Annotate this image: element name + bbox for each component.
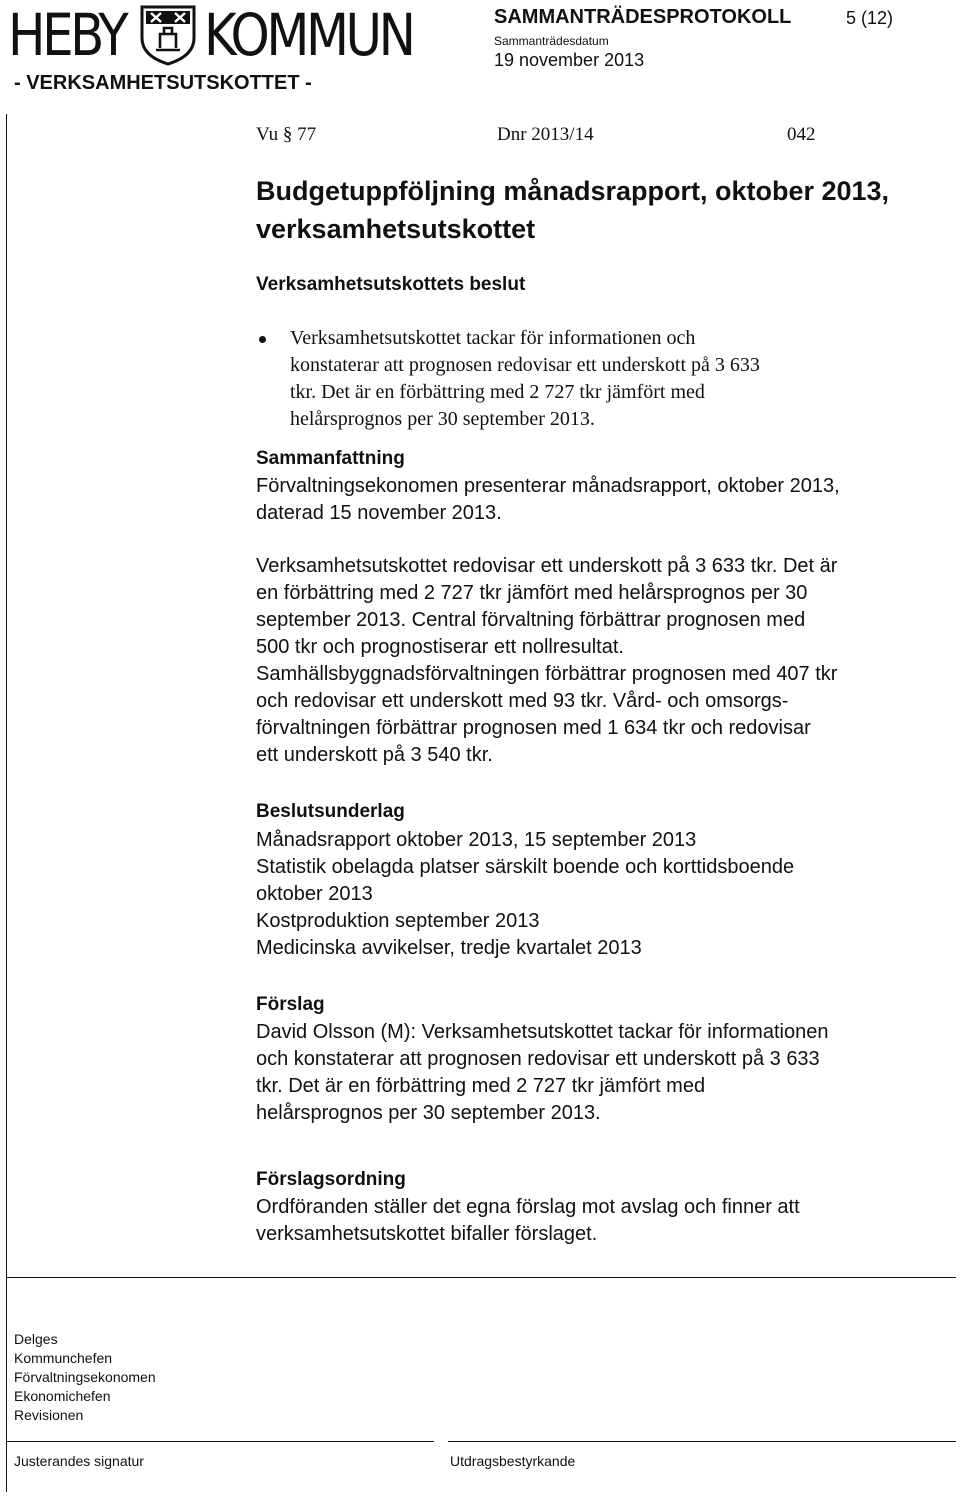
text-line: tkr. Det är en förbättring med 2 727 tkr jämfört med [256,1075,706,1097]
text-line: september 2013. Central förvaltning förbättrar prognosen med [256,609,806,631]
coat-of-arms-icon [138,4,198,66]
text-line: helårsprognos per 30 september 2013. [256,1102,601,1124]
recipient: Revisionen [14,1407,84,1423]
signature-label: Justerandes signatur [14,1453,144,1469]
recipient: Förvaltningsekonomen [14,1369,156,1385]
summary-heading: Sammanfattning [256,448,405,469]
basis-item: Månadsrapport oktober 2013, 15 september 2013 [256,829,697,851]
logo-text-heby: HEBY [8,1,126,69]
bullet-icon [259,336,266,343]
basis-list [256,827,928,962]
distribution-list [14,1330,156,1425]
summary-paragraph [256,473,928,527]
text-line: Verksamhetsutskottet tackar för informationen och [290,327,696,349]
basis-item: Medicinska avvikelser, tredje kvartalet 2013 [256,937,642,959]
text-line: David Olsson (M): Verksamhetsutskottet tackar för informationen [256,1021,829,1043]
meeting-date: 19 november 2013 [494,50,645,70]
heby-kommun-logo [8,1,413,69]
text-line: Ordföranden ställer det egna förslag mot avslag och finner att [256,1196,800,1218]
text-line: 500 tkr och prognostiserar ett nollresultat. [256,636,624,658]
proposal-heading: Förslag [256,994,325,1015]
signature-line [6,1441,434,1442]
basis-item: Kostproduktion september 2013 [256,910,540,932]
case-code: 042 [787,124,816,145]
text-line: konstaterar att prognosen redovisar ett underskott på 3 633 [290,354,760,376]
proposal-paragraph [256,1019,928,1127]
proposal-order-paragraph [256,1194,928,1248]
text-line: förvaltningen förbättrar prognosen med 1 634 tkr och redovisar [256,717,811,739]
margin-rule [6,114,7,1492]
proposal-order-heading: Förslagsordning [256,1169,406,1190]
title-line: Budgetuppföljning månadsrapport, oktober 2013, [256,176,890,206]
certification-label: Utdragsbestyrkande [450,1453,576,1469]
text-line: och redovisar ett underskott med 93 tkr. Vård- och omsorgs- [256,690,789,712]
text-line: helårsprognos per 30 september 2013. [290,408,595,430]
text-line: verksamhetsutskottet bifaller förslaget. [256,1223,598,1245]
text-line: Förvaltningsekonomen presenterar månadsrapport, oktober 2013, [256,475,840,497]
decision-bullet [290,325,850,433]
text-line: Samhällsbyggnadsförvaltningen förbättrar prognosen med 407 tkr [256,663,838,685]
recipient: Delges [14,1331,58,1347]
text-line: Verksamhetsutskottet redovisar ett underskott på 3 633 tkr. Det är [256,555,838,577]
title-line: verksamhetsutskottet [256,214,536,244]
text-line: och konstaterar att prognosen redovisar ett underskott på 3 633 [256,1048,820,1070]
recipient: Kommunchefen [14,1350,113,1366]
meeting-date-label: Sammanträdesdatum [494,34,609,48]
protocol-title: SAMMANTRÄDESPROTOKOLL [494,6,792,28]
paragraph-number: Vu § 77 [256,124,317,145]
footer-divider [6,1277,956,1278]
document-title [256,172,936,248]
decision-heading: Verksamhetsutskottets beslut [256,274,526,295]
basis-heading: Beslutsunderlag [256,801,405,822]
text-line: en förbättring med 2 727 tkr jämfört med helårsprognos per 30 [256,582,808,604]
diary-number: Dnr 2013/14 [497,124,594,145]
page-number: 5 (12) [846,8,894,28]
basis-item: oktober 2013 [256,883,373,905]
department-name: - VERKSAMHETSUTSKOTTET - [14,72,312,94]
text-line: tkr. Det är en förbättring med 2 727 tkr jämfört med [290,381,705,403]
logo-text-kommun: KOMMUN [204,1,413,69]
summary-paragraph [256,553,928,769]
recipient: Ekonomichefen [14,1388,111,1404]
certification-line [448,1441,956,1442]
text-line: daterad 15 november 2013. [256,502,502,524]
basis-item: Statistik obelagda platser särskilt boende och korttidsboende [256,856,795,878]
text-line: ett underskott på 3 540 tkr. [256,744,493,766]
